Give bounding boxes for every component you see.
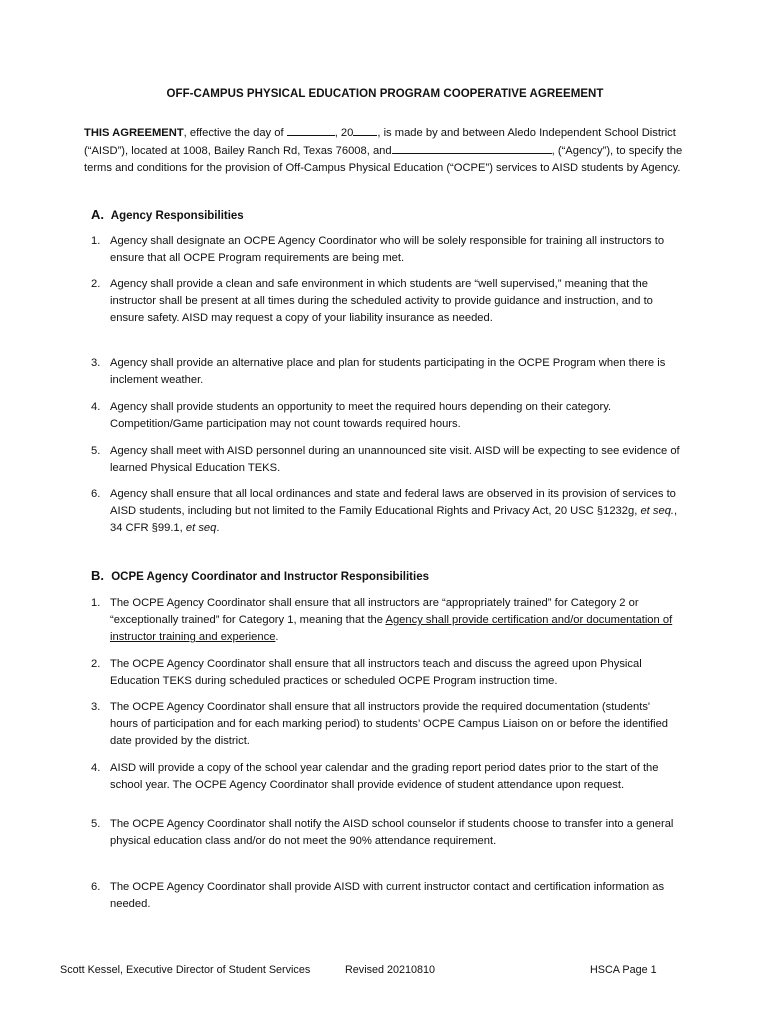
item-number: 3. bbox=[91, 357, 101, 369]
item-text: Agency shall provide a clean and safe environment in which students are “well supervised,” meaning that the instructor shall be present at all times during the scheduled activity to provide guidance and instruction, and to ensure safety. AISD may request a copy of your liability insurance as needed. bbox=[110, 278, 653, 324]
item-text: AISD will provide a copy of the school year calendar and the grading report period dates prior to the start of the school year. The OCPE Agency Coordinator shall provide evidence of student attendance upon request. bbox=[110, 762, 659, 791]
item-text: Agency shall meet with AISD personnel during an unannounced site visit. AISD will be expecting to see evidence of learned Physical Education TEKS. bbox=[110, 445, 680, 474]
footer-revised: Revised 20210810 bbox=[345, 964, 436, 976]
item-number: 5. bbox=[91, 445, 101, 457]
intro-text-1: , effective the day of bbox=[183, 127, 287, 139]
section-b-title: OCPE Agency Coordinator and Instructor Responsibilities bbox=[111, 571, 429, 583]
section-a-item bbox=[91, 486, 681, 537]
item-number: 6. bbox=[91, 488, 101, 500]
section-b-item bbox=[91, 656, 681, 690]
agency-blank bbox=[392, 142, 552, 154]
item-text-mid: , 34 CFR §99.1, bbox=[110, 505, 678, 534]
section-a-item bbox=[91, 276, 681, 327]
footer-author: Scott Kessel, Executive Director of Student Services bbox=[60, 964, 311, 976]
day-blank bbox=[287, 124, 335, 136]
section-b-item bbox=[91, 879, 681, 913]
item-text-italic: et seq bbox=[185, 522, 217, 534]
item-text bbox=[110, 595, 681, 646]
item-number: 2. bbox=[91, 278, 101, 290]
intro-text-3: , is made by and between Aledo Independent School District (“AISD”), located at 1008, Bailey Ranch Rd, Texas 76008, and bbox=[84, 127, 676, 157]
year-blank bbox=[353, 124, 377, 136]
section-a-item bbox=[91, 443, 681, 477]
section-a-heading bbox=[91, 207, 244, 222]
item-text: The OCPE Agency Coordinator shall notify the AISD school counselor if students choose to transfer into a general physical education class and/or do not meet the 90% attendance requirement. bbox=[110, 818, 674, 847]
section-b-item bbox=[91, 760, 681, 794]
section-a-title: Agency Responsibilities bbox=[110, 210, 244, 222]
item-text bbox=[110, 486, 681, 537]
section-b-item bbox=[91, 816, 681, 850]
item-number: 1. bbox=[91, 235, 101, 247]
item-number: 2. bbox=[91, 658, 101, 670]
item-text: Agency shall provide an alternative place and plan for students participating in the OCPE Program when there is inclement weather. bbox=[110, 357, 666, 386]
intro-paragraph bbox=[84, 124, 684, 177]
section-a-item bbox=[91, 399, 681, 433]
item-number: 4. bbox=[91, 401, 101, 413]
item-text-underlined: Agency shall provide certification and/or documentation of instructor training and experience bbox=[110, 614, 673, 643]
item-text: Agency shall designate an OCPE Agency Coordinator who will be solely responsible for training all instructors to ensure that all OCPE Program requirements are being met. bbox=[110, 235, 665, 264]
item-text: The OCPE Agency Coordinator shall provide AISD with current instructor contact and certification information as needed. bbox=[110, 881, 665, 910]
intro-text-2: , 20 bbox=[334, 127, 354, 139]
item-text-end: . bbox=[275, 631, 279, 643]
item-number: 1. bbox=[91, 597, 101, 609]
item-text: The OCPE Agency Coordinator shall ensure that all instructors provide the required documentation (students' hours of participation and for each marking period) to students’ OCPE Campus Liaison on or before the identified date provided by the district. bbox=[110, 701, 669, 747]
footer-page-number: HSCA Page 1 bbox=[590, 964, 657, 976]
section-a-item bbox=[91, 233, 681, 267]
section-a-letter: A. bbox=[91, 207, 104, 222]
intro-bold-lead: THIS AGREEMENT bbox=[84, 127, 184, 139]
section-b-item bbox=[91, 595, 681, 646]
item-text: The OCPE Agency Coordinator shall ensure that all instructors teach and discuss the agreed upon Physical Education TEKS during scheduled practices or scheduled OCPE Program instruction time. bbox=[110, 658, 642, 687]
document-title: OFF-CAMPUS PHYSICAL EDUCATION PROGRAM COOPERATIVE AGREEMENT bbox=[166, 88, 604, 100]
section-b-item bbox=[91, 699, 681, 750]
item-number: 3. bbox=[91, 701, 101, 713]
item-number: 4. bbox=[91, 762, 101, 774]
section-b-heading bbox=[91, 568, 429, 583]
item-number: 6. bbox=[91, 881, 101, 893]
item-text-end: . bbox=[216, 522, 220, 534]
item-number: 5. bbox=[91, 818, 101, 830]
section-a-item bbox=[91, 355, 681, 389]
item-text-main: The OCPE Agency Coordinator shall ensure that all instructors are “appropriately trained” for Category 2 or “exceptionally trained” for Category 1, meaning that the bbox=[110, 597, 639, 626]
section-b-letter: B. bbox=[91, 568, 104, 583]
item-text-italic: et seq. bbox=[640, 505, 675, 517]
intro-text-4: , (“Agency”), to specify the terms and conditions for the provision of Off-Campus Physical Education (“OCPE”) services to AISD students by Agency. bbox=[84, 145, 683, 174]
item-text-main: Agency shall ensure that all local ordinances and state and federal laws are observed in its provision of services to AISD students, including but not limited to the Family Educational Rights and Privacy Act, 20 USC §1232g, bbox=[110, 488, 676, 517]
item-text: Agency shall provide students an opportunity to meet the required hours depending on their category. Competition/Game participation may not count towards required hours. bbox=[110, 401, 612, 430]
